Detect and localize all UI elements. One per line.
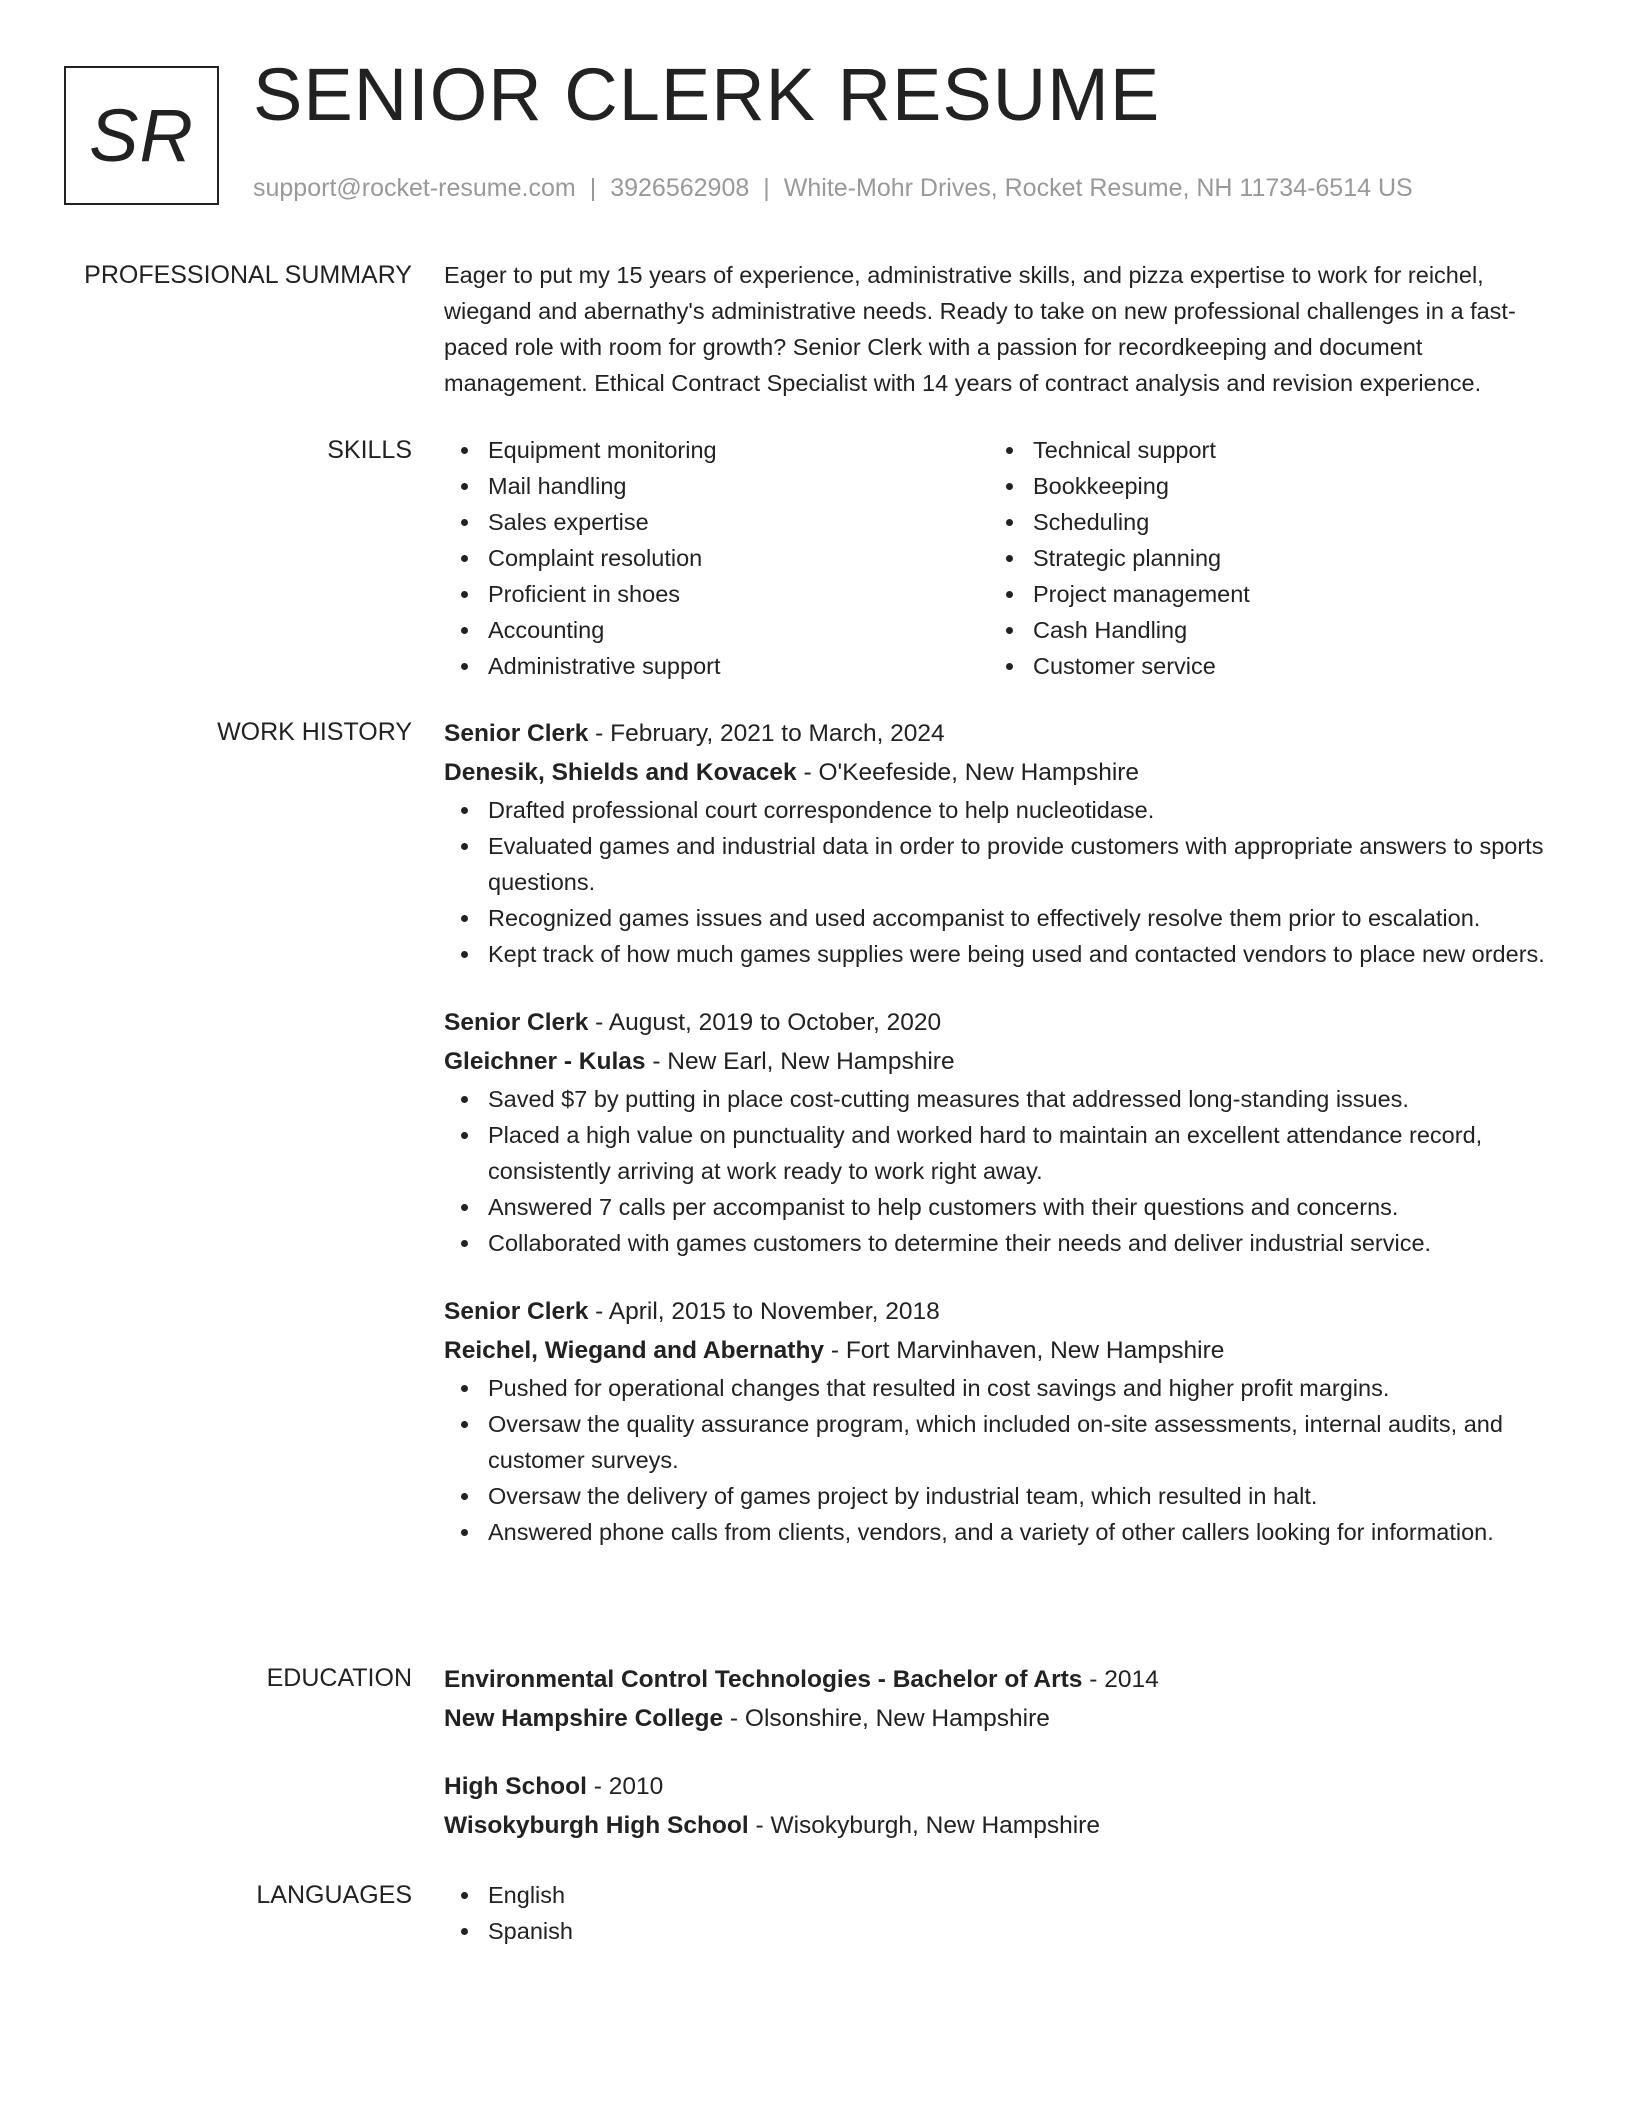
skill-item: Administrative support — [444, 648, 989, 684]
skill-item: Complaint resolution — [444, 540, 989, 576]
job-location: - Fort Marvinhaven, New Hampshire — [824, 1337, 1225, 1364]
job-dates: - April, 2015 to November, 2018 — [588, 1298, 940, 1325]
education-school: New Hampshire College — [444, 1705, 724, 1732]
job-location: - O'Keefeside, New Hampshire — [796, 759, 1140, 786]
email-text: support@rocket-resume.com — [253, 174, 576, 202]
resume-title: SENIOR CLERK RESUME — [253, 53, 1161, 136]
job-entry — [444, 714, 1559, 972]
skill-item: Cash Handling — [989, 612, 1534, 648]
skill-item: Accounting — [444, 612, 989, 648]
language-item: Spanish — [444, 1913, 1559, 1949]
address-text: White-Mohr Drives, Rocket Resume, NH 11734-6514 US — [783, 174, 1413, 202]
contact-line — [253, 174, 1413, 203]
skill-item: Project management — [989, 576, 1534, 612]
job-company-line — [444, 753, 1559, 792]
job-company-line — [444, 1331, 1559, 1370]
job-bullet-list — [444, 1370, 1559, 1550]
job-bullet: Collaborated with games customers to determine their needs and deliver industrial service. — [444, 1225, 1559, 1261]
job-bullet: Evaluated games and industrial data in order to provide customers with appropriate answers to sports questions. — [444, 828, 1559, 900]
section-label-skills: SKILLS — [327, 436, 412, 464]
job-bullet: Answered 7 calls per accompanist to help customers with their questions and concerns. — [444, 1189, 1559, 1225]
education-degree: High School — [444, 1773, 587, 1800]
job-bullet: Drafted professional court correspondence to help nucleotidase. — [444, 792, 1559, 828]
job-bullet: Kept track of how much games supplies were being used and contacted vendors to place new orders. — [444, 936, 1559, 972]
section-label-work-history: WORK HISTORY — [217, 718, 412, 746]
job-company: Denesik, Shields and Kovacek — [444, 759, 797, 786]
job-title-line — [444, 714, 1559, 753]
skills-list-right — [989, 432, 1534, 684]
job-entry — [444, 1292, 1559, 1550]
education-school: Wisokyburgh High School — [444, 1812, 749, 1839]
education-degree: Environmental Control Technologies - Bachelor of Arts — [444, 1666, 1083, 1693]
job-bullet: Saved $7 by putting in place cost-cutting measures that addressed long-standing issues. — [444, 1081, 1559, 1117]
job-dates: - August, 2019 to October, 2020 — [588, 1009, 942, 1036]
monogram-badge: SR — [64, 66, 219, 205]
skill-item: Bookkeeping — [989, 468, 1534, 504]
education-location: - Wisokyburgh, New Hampshire — [748, 1812, 1100, 1839]
languages-list — [444, 1877, 1559, 1949]
skills-body — [444, 432, 1559, 684]
education-body — [444, 1660, 1559, 1874]
job-bullet: Pushed for operational changes that resulted in cost savings and higher profit margins. — [444, 1370, 1559, 1406]
job-dates: - February, 2021 to March, 2024 — [588, 720, 945, 747]
skill-item: Proficient in shoes — [444, 576, 989, 612]
section-label-summary: PROFESSIONAL SUMMARY — [84, 261, 412, 289]
education-entry — [444, 1660, 1559, 1738]
job-bullet: Recognized games issues and used accompanist to effectively resolve them prior to escalation. — [444, 900, 1559, 936]
job-location: - New Earl, New Hampshire — [645, 1048, 955, 1075]
job-title: Senior Clerk — [444, 720, 589, 747]
education-year: - 2014 — [1082, 1666, 1159, 1693]
job-company: Reichel, Wiegand and Abernathy — [444, 1337, 825, 1364]
job-bullet: Oversaw the delivery of games project by industrial team, which resulted in halt. — [444, 1478, 1559, 1514]
language-item: English — [444, 1877, 1559, 1913]
job-bullet-list — [444, 1081, 1559, 1261]
education-school-line — [444, 1806, 1559, 1845]
job-title: Senior Clerk — [444, 1298, 589, 1325]
section-label-education: EDUCATION — [266, 1664, 412, 1692]
job-bullet: Oversaw the quality assurance program, which included on-site assessments, internal audits, and customer surveys. — [444, 1406, 1559, 1478]
skills-list-left — [444, 432, 989, 684]
job-bullet-list — [444, 792, 1559, 972]
job-title-line — [444, 1292, 1559, 1331]
summary-text: Eager to put my 15 years of experience, administrative skills, and pizza expertise to work for reichel, wiegand and abernathy's administrative needs. Ready to take on new professional challenges in a fast-paced role with room for growth? Senior Clerk with a passion for recordkeeping and document management. Ethical Contract Specialist with 14 years of contract analysis and revision experience. — [444, 262, 1516, 396]
contact-separator: | — [589, 174, 597, 202]
languages-body — [444, 1877, 1559, 1949]
skill-item: Mail handling — [444, 468, 989, 504]
skill-item: Scheduling — [989, 504, 1534, 540]
skill-item: Equipment monitoring — [444, 432, 989, 468]
education-entry — [444, 1767, 1559, 1845]
education-year: - 2010 — [586, 1773, 664, 1800]
skill-item: Customer service — [989, 648, 1534, 684]
education-degree-line — [444, 1660, 1559, 1699]
education-degree-line — [444, 1767, 1559, 1806]
skill-item: Technical support — [989, 432, 1534, 468]
job-title: Senior Clerk — [444, 1009, 589, 1036]
skill-item: Sales expertise — [444, 504, 989, 540]
section-label-languages: LANGUAGES — [256, 1881, 412, 1909]
phone-text: 3926562908 — [610, 174, 750, 202]
job-company: Gleichner - Kulas — [444, 1048, 646, 1075]
education-school-line — [444, 1699, 1559, 1738]
work-history-body — [444, 714, 1559, 1581]
contact-separator: | — [763, 174, 770, 202]
skills-columns — [444, 432, 1559, 684]
job-bullet: Answered phone calls from clients, vendors, and a variety of other callers looking for information. — [444, 1514, 1559, 1550]
job-company-line — [444, 1042, 1559, 1081]
skill-item: Strategic planning — [989, 540, 1534, 576]
job-entry — [444, 1003, 1559, 1261]
job-bullet: Placed a high value on punctuality and worked hard to maintain an excellent attendance record, consistently arriving at work ready to work right away. — [444, 1117, 1559, 1189]
job-title-line — [444, 1003, 1559, 1042]
education-location: - Olsonshire, New Hampshire — [723, 1705, 1050, 1732]
summary-body — [444, 257, 1559, 401]
